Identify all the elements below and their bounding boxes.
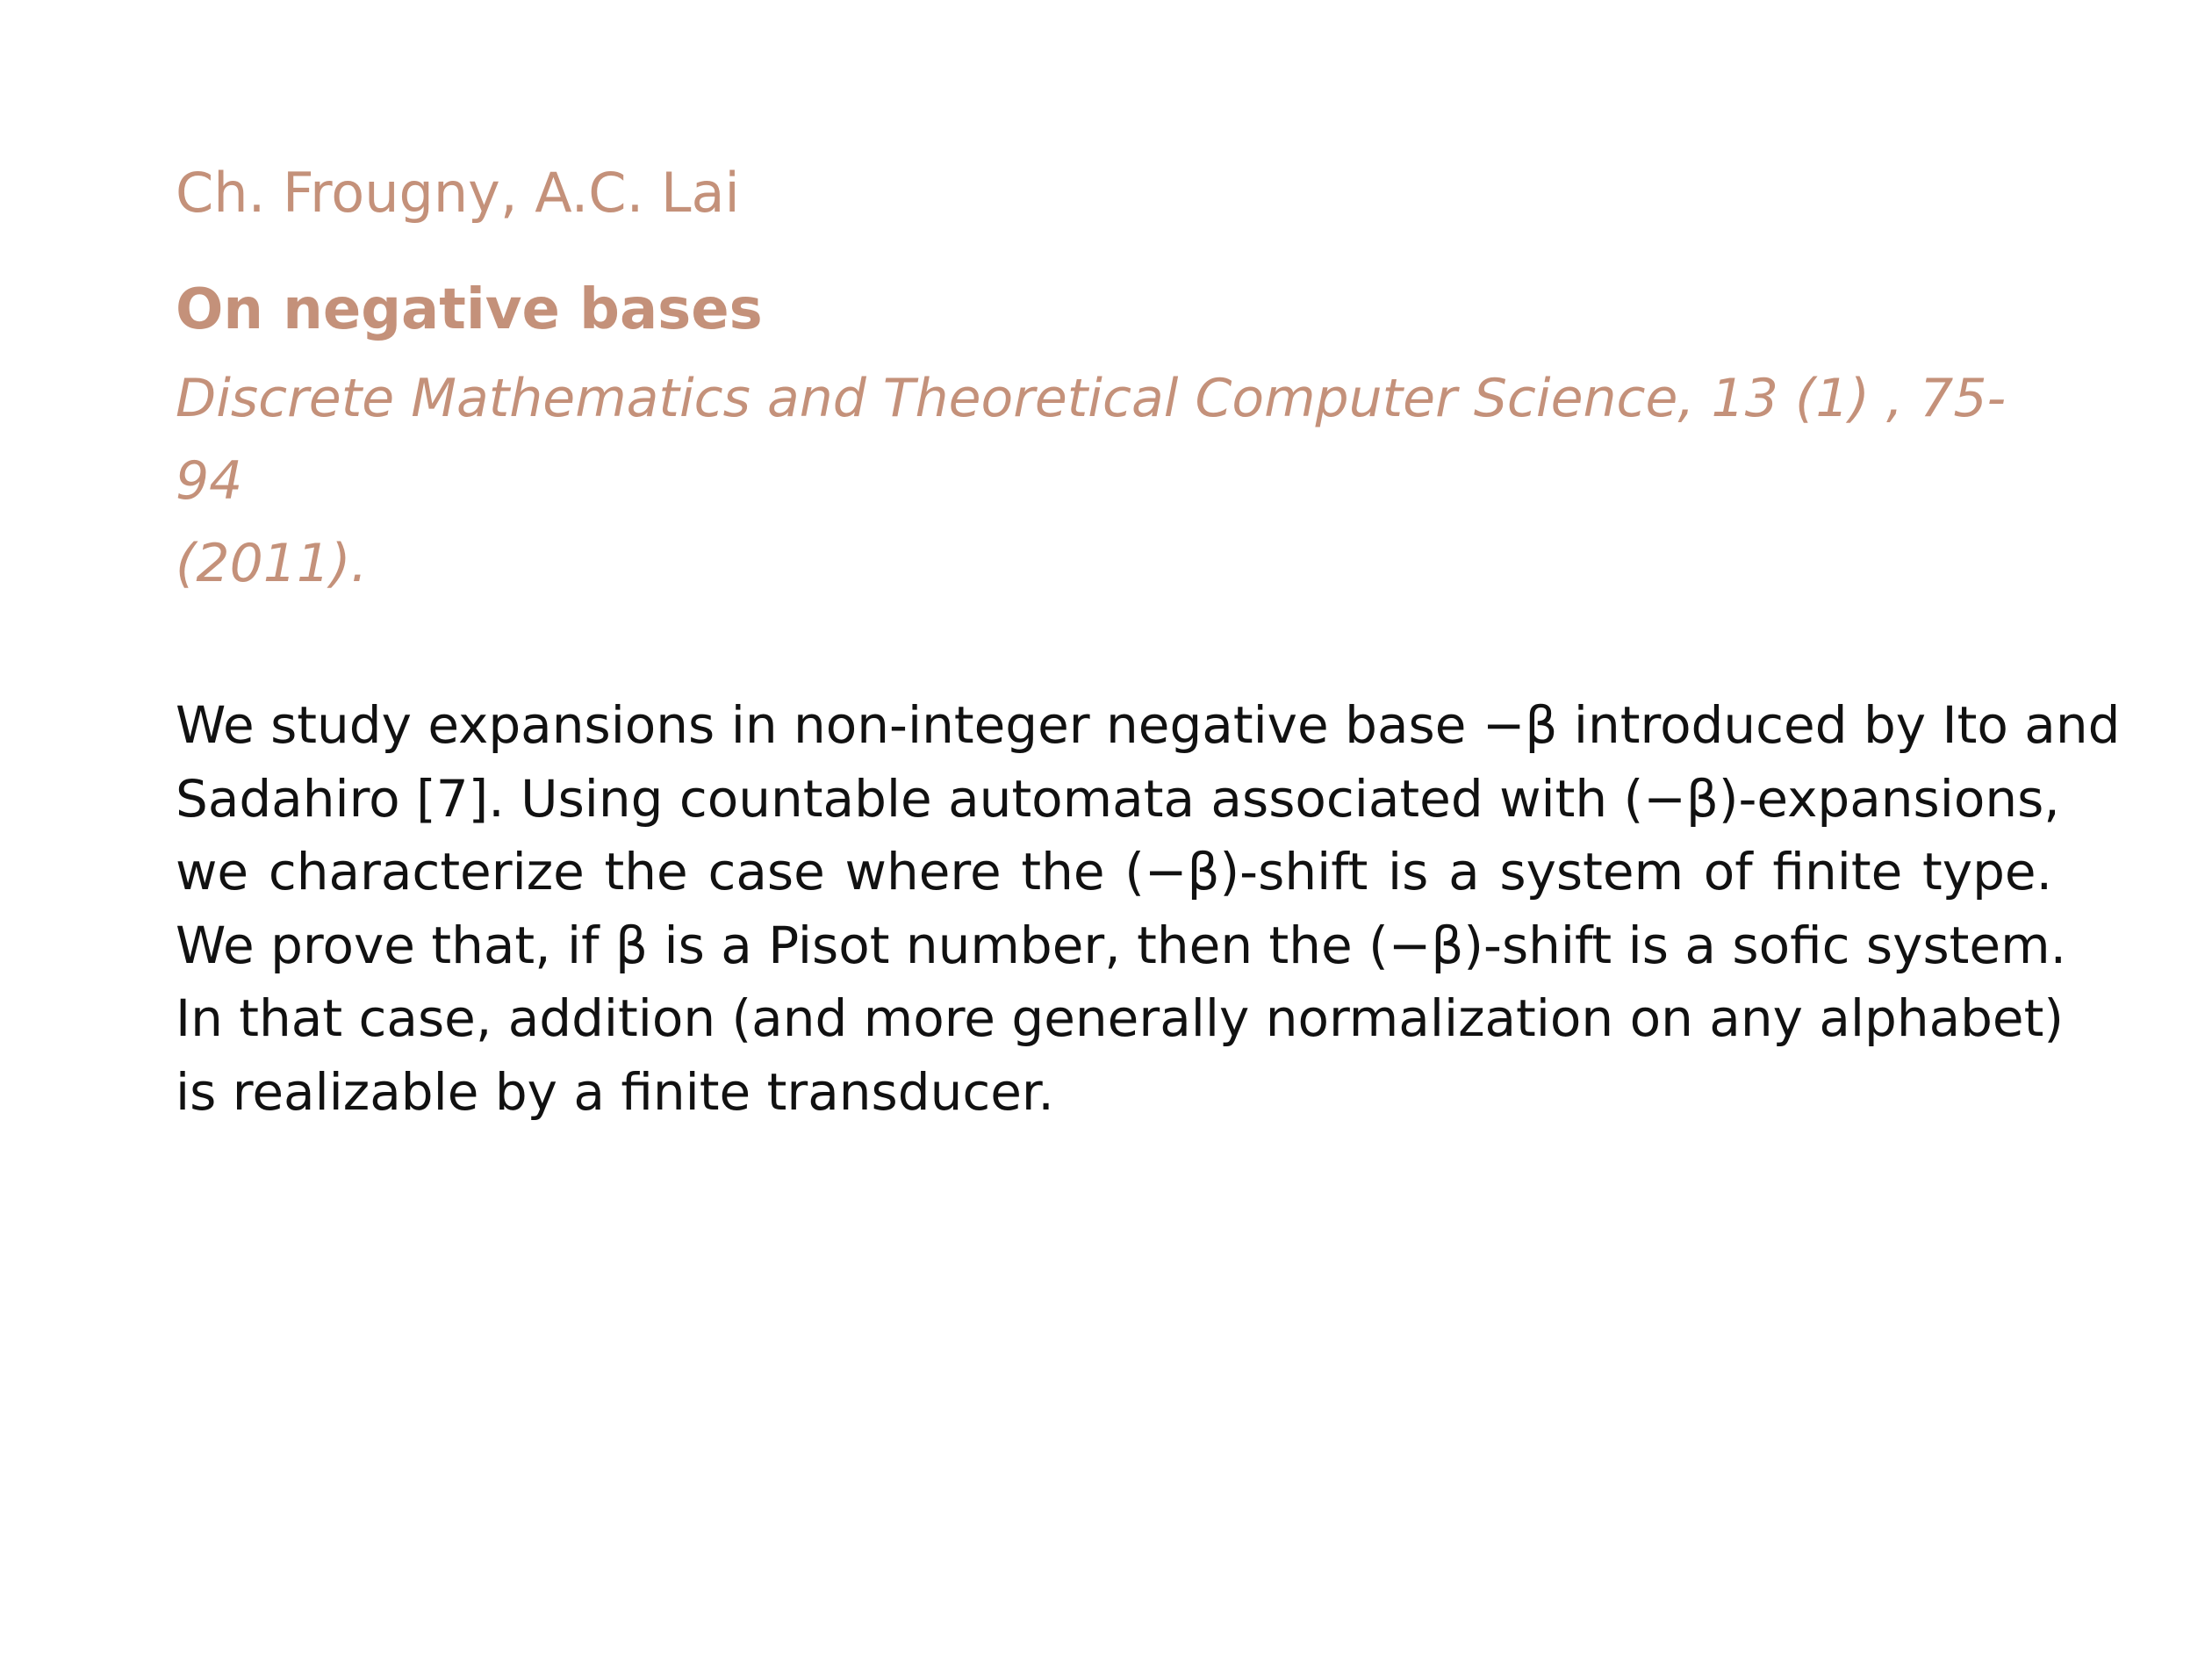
abstract-line: is realizable by a finite transducer. (176, 1061, 1054, 1122)
paper-title: On negative bases (176, 277, 763, 342)
authors: Ch. Frougny, A.C. Lai (176, 161, 740, 225)
abstract-line: Sadahiro [7]. Using countable automata associated with (−β)-expansions, (176, 768, 2060, 829)
abstract-line: We prove that, if β is a Pisot number, then the (−β)-shift is a sofic system. (176, 915, 2067, 975)
abstract-line: We study expansions in non-integer negative base −β introduced by Ito and (176, 695, 2121, 755)
journal-citation-line-1: Discrete Mathematics and Theoretical Computer Science, 13 (1) , 75-94 (176, 368, 2007, 512)
abstract-line: we characterize the case where the (−β)-shift is a system of finite type. (176, 842, 2052, 901)
journal-citation-line-2: (2011). (176, 533, 368, 594)
abstract-line: In that case, addition (and more generally normalization on any alphabet) (176, 988, 2064, 1048)
journal-citation (176, 357, 2054, 605)
abstract (176, 689, 2121, 1129)
